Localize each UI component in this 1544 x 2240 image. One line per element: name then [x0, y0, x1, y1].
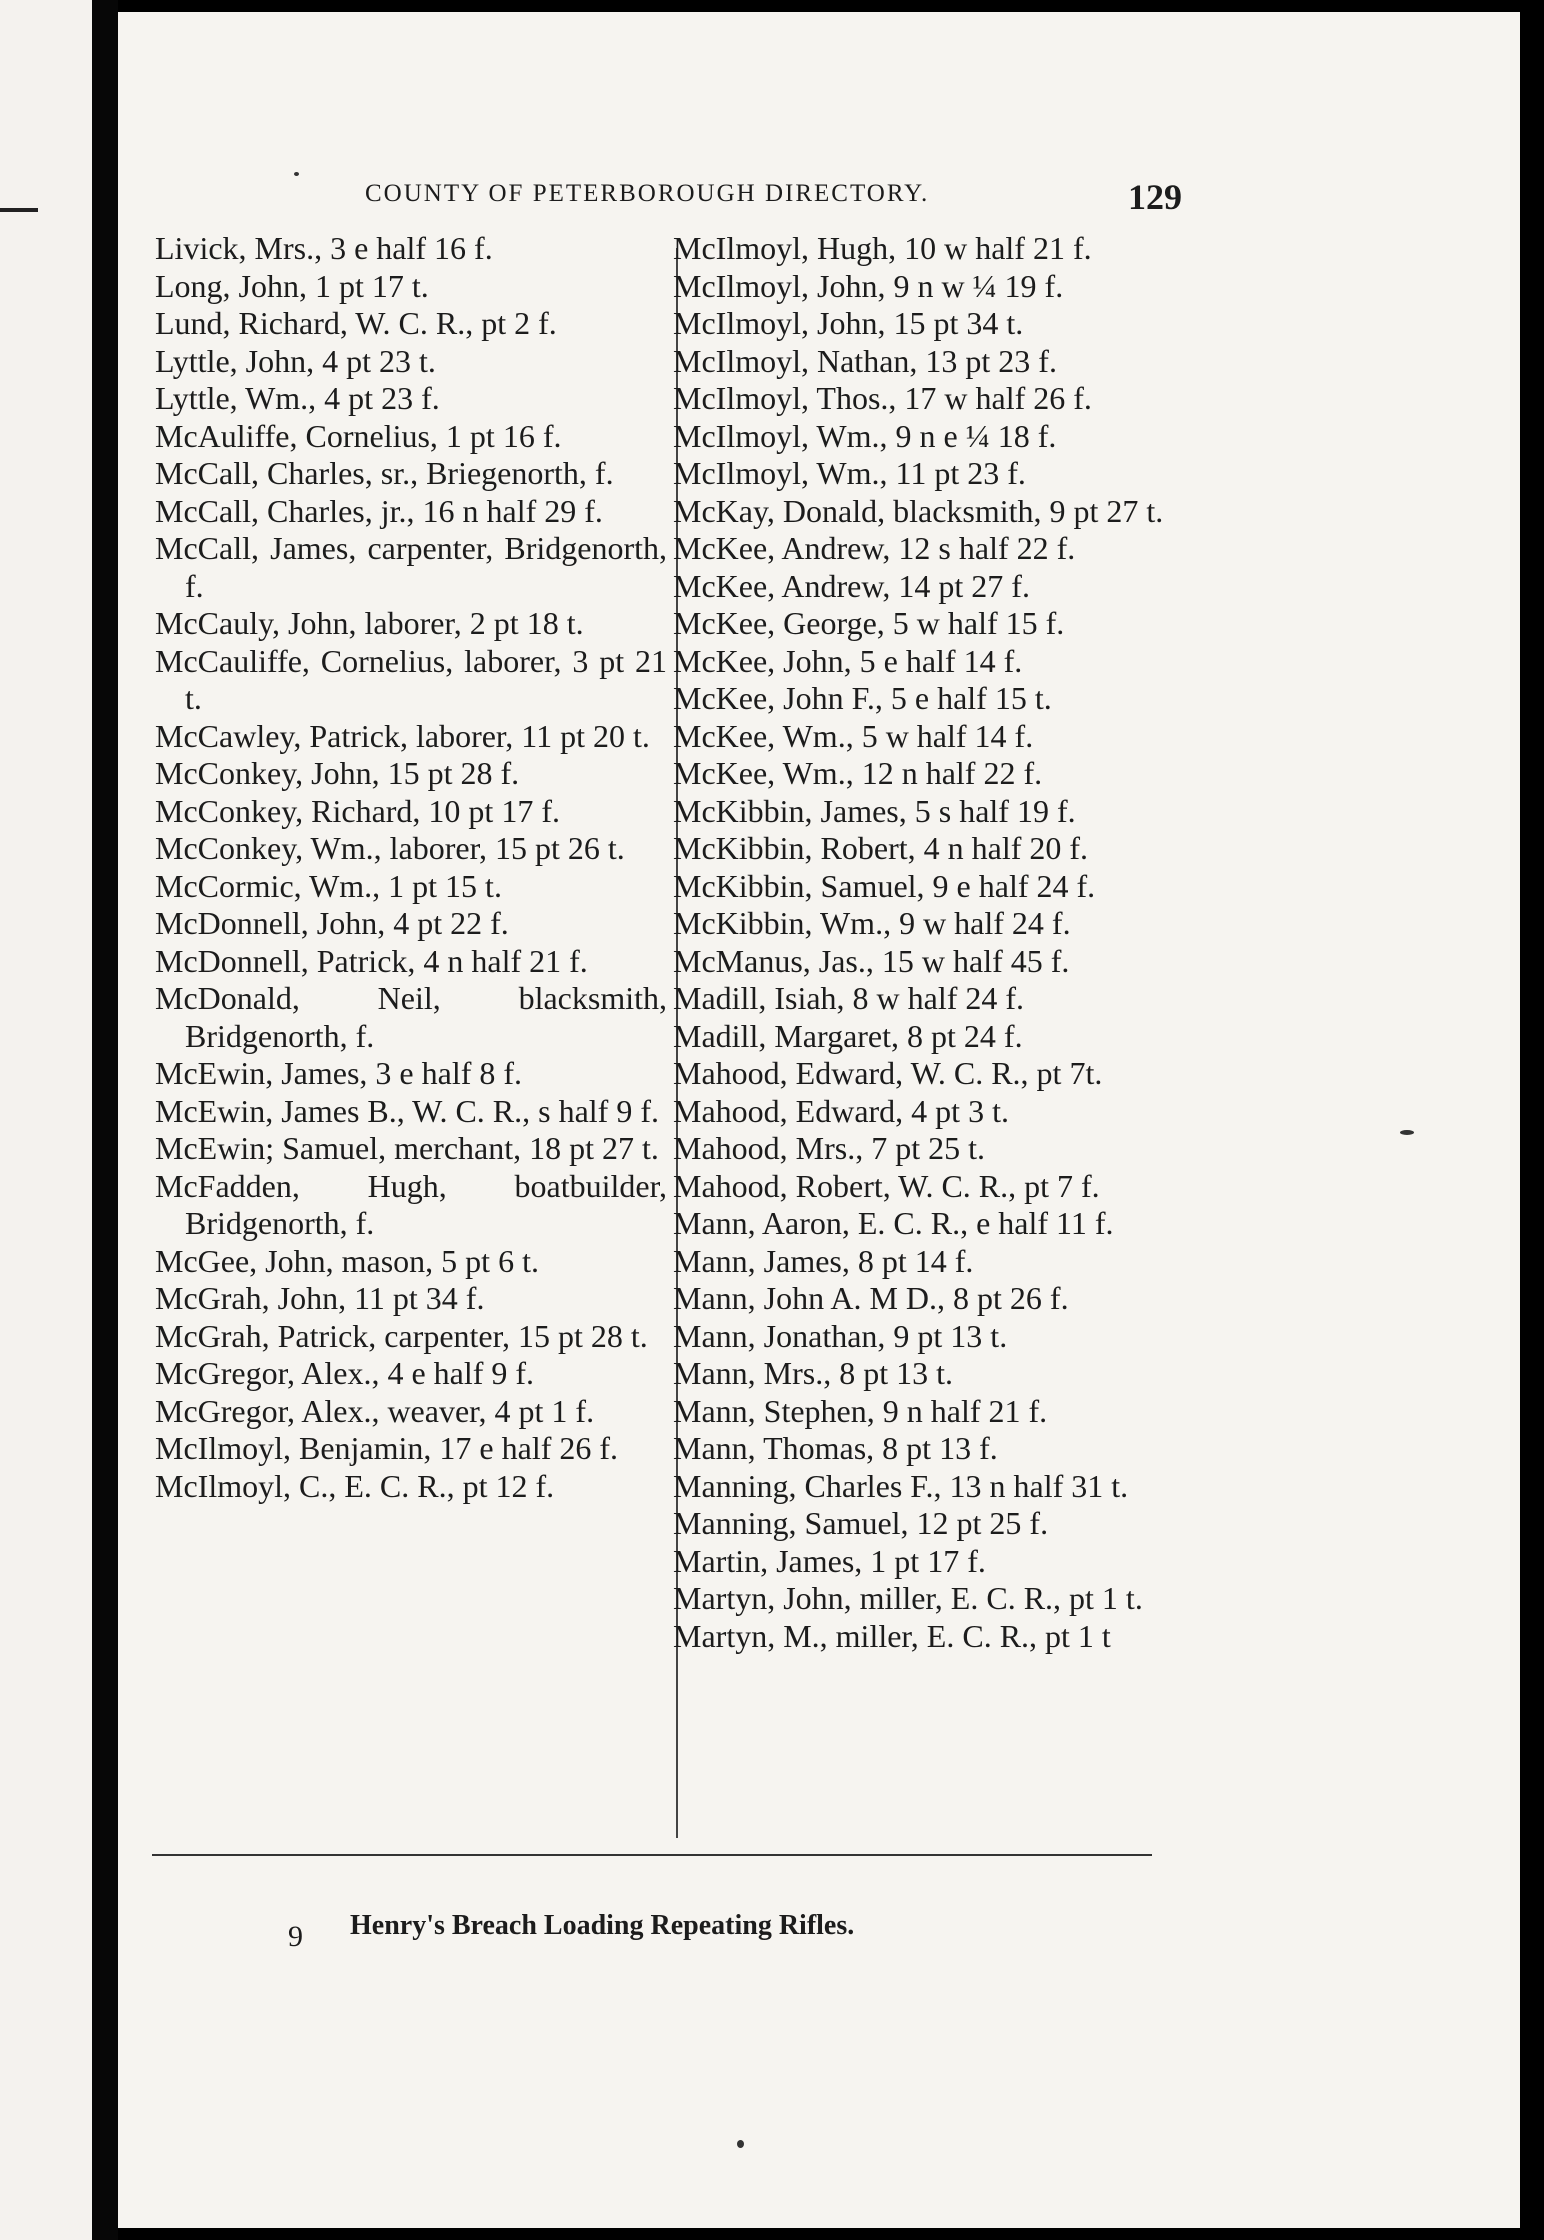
directory-entry: McConkey, John, 15 pt 28 f. — [155, 755, 520, 791]
directory-entry: McKibbin, Samuel, 9 e half 24 f. — [673, 867, 1096, 904]
directory-entry: McGrah, Patrick, carpenter, 15 pt 28 t. — [155, 1317, 648, 1354]
directory-entry: McKee, Wm., 5 w half 14 f. — [673, 717, 1034, 754]
right-column — [673, 230, 1303, 1655]
directory-entry: McKay, Donald, blacksmith, 9 pt 27 t. — [673, 492, 1164, 529]
directory-entry: Mahood, Edward, W. C. R., pt 7t. — [673, 1055, 1103, 1091]
directory-entry: Mann, Jonathan, 9 pt 13 t. — [673, 1317, 1008, 1354]
directory-entry: McIlmoyl, Wm., 11 pt 23 f. — [673, 455, 1026, 491]
directory-entry: McManus, Jas., 15 w half 45 f. — [673, 942, 1070, 979]
directory-entry: McEwin, James B., W. C. R., s half 9 f. — [155, 1092, 659, 1129]
directory-entry: McAuliffe, Cornelius, 1 pt 16 f. — [155, 417, 562, 454]
directory-entry: Mann, James, 8 pt 14 f. — [673, 1242, 974, 1279]
print-speck — [294, 172, 299, 176]
directory-entry: McKibbin, Wm., 9 w half 24 f. — [673, 905, 1071, 941]
directory-entry: McConkey, Richard, 10 pt 17 f. — [155, 792, 560, 829]
directory-entry: Martyn, M., miller, E. C. R., pt 1 t — [673, 1617, 1111, 1654]
book-gutter — [92, 0, 118, 2240]
directory-entry: McCormic, Wm., 1 pt 15 t. — [155, 867, 502, 904]
directory-entry: McFadden, Hugh, boatbuilder, Bridgenorth, f. — [155, 1167, 667, 1241]
directory-entry: Martin, James, 1 pt 17 f. — [673, 1542, 986, 1579]
page-header: COUNTY OF PETERBOROUGH DIRECTORY. — [365, 180, 930, 207]
directory-entry: Madill, Margaret, 8 pt 24 f. — [673, 1017, 1023, 1054]
signature-mark: 9 — [288, 1920, 303, 1953]
directory-entry: Mann, Aaron, E. C. R., e half 11 f. — [673, 1205, 1114, 1241]
directory-entry: Martyn, John, miller, E. C. R., pt 1 t. — [673, 1580, 1143, 1616]
directory-entry: McKee, Andrew, 12 s half 22 f. — [673, 530, 1076, 566]
directory-entry: McIlmoyl, John, 15 pt 34 t. — [673, 305, 1024, 341]
directory-entry: McGrah, John, 11 pt 34 f. — [155, 1280, 485, 1316]
directory-entry: McGee, John, mason, 5 pt 6 t. — [155, 1242, 539, 1279]
directory-entry: Mahood, Robert, W. C. R., pt 7 f. — [673, 1167, 1100, 1204]
directory-entry: Madill, Isiah, 8 w half 24 f. — [673, 980, 1025, 1016]
directory-entry: McCall, James, carpenter, Bridgenorth, f. — [155, 530, 667, 604]
directory-entry: Lyttle, John, 4 pt 23 t. — [155, 342, 436, 379]
facing-page-edge — [0, 0, 92, 2240]
directory-entry: Mann, Thomas, 8 pt 13 f. — [673, 1430, 998, 1466]
directory-entry: McKee, Andrew, 14 pt 27 f. — [673, 567, 1030, 604]
directory-entry: McEwin, James, 3 e half 8 f. — [155, 1055, 523, 1091]
directory-entry: Lund, Richard, W. C. R., pt 2 f. — [155, 305, 557, 341]
directory-entry: McKee, George, 5 w half 15 f. — [673, 605, 1065, 641]
directory-entry: McIlmoyl, Benjamin, 17 e half 26 f. — [155, 1430, 619, 1466]
directory-entry: McCawley, Patrick, laborer, 11 pt 20 t. — [155, 717, 650, 754]
directory-entry: McDonald, Neil, blacksmith, Bridgenorth, f. — [155, 980, 667, 1054]
directory-entry: Mahood, Edward, 4 pt 3 t. — [673, 1092, 1009, 1129]
directory-entry: McIlmoyl, Wm., 9 n e ¼ 18 f. — [673, 417, 1057, 454]
directory-entry: Mahood, Mrs., 7 pt 25 t. — [673, 1130, 985, 1166]
directory-entry: Manning, Charles F., 13 n half 31 t. — [673, 1467, 1129, 1504]
directory-entry: Lyttle, Wm., 4 pt 23 f. — [155, 380, 440, 416]
directory-entry: McDonnell, Patrick, 4 n half 21 f. — [155, 942, 588, 979]
footer-advertisement: Henry's Breach Loading Repeating Rifles. — [350, 1910, 855, 1941]
directory-entry: McGregor, Alex., weaver, 4 pt 1 f. — [155, 1392, 595, 1429]
directory-entry: McCauly, John, laborer, 2 pt 18 t. — [155, 605, 584, 641]
footer-rule — [152, 1854, 1152, 1856]
print-speck — [737, 2140, 744, 2148]
directory-entry: Mann, John A. M D., 8 pt 26 f. — [673, 1280, 1069, 1316]
directory-entry: McCall, Charles, sr., Briegenorth, f. — [155, 455, 614, 491]
directory-entry: McIlmoyl, Hugh, 10 w half 21 f. — [673, 230, 1092, 266]
directory-entry: McKee, John, 5 e half 14 f. — [673, 642, 1023, 679]
directory-entry: McKibbin, Robert, 4 n half 20 f. — [673, 830, 1089, 866]
directory-entry: McDonnell, John, 4 pt 22 f. — [155, 905, 509, 941]
directory-entry: McKee, Wm., 12 n half 22 f. — [673, 755, 1043, 791]
directory-entry: Mann, Stephen, 9 n half 21 f. — [673, 1392, 1048, 1429]
directory-entry: Long, John, 1 pt 17 t. — [155, 267, 429, 304]
directory-entry: McCauliffe, Cornelius, laborer, 3 pt 21 t. — [155, 642, 667, 716]
directory-entry: McKibbin, James, 5 s half 19 f. — [673, 792, 1076, 829]
directory-entry: McIlmoyl, John, 9 n w ¼ 19 f. — [673, 267, 1064, 304]
directory-entry: McConkey, Wm., laborer, 15 pt 26 t. — [155, 830, 625, 866]
directory-entry: Manning, Samuel, 12 pt 25 f. — [673, 1505, 1049, 1541]
directory-entry: Mann, Mrs., 8 pt 13 t. — [673, 1355, 953, 1391]
directory-entry: McIlmoyl, Thos., 17 w half 26 f. — [673, 380, 1092, 416]
directory-entry: Livick, Mrs., 3 e half 16 f. — [155, 230, 493, 266]
directory-entry: McCall, Charles, jr., 16 n half 29 f. — [155, 492, 603, 529]
directory-entry: McGregor, Alex., 4 e half 9 f. — [155, 1355, 535, 1391]
directory-entry: McEwin; Samuel, merchant, 18 pt 27 t. — [155, 1130, 659, 1166]
directory-entry: McIlmoyl, Nathan, 13 pt 23 f. — [673, 342, 1057, 379]
directory-entry: McKee, John F., 5 e half 15 t. — [673, 680, 1052, 716]
directory-entry: McIlmoyl, C., E. C. R., pt 12 f. — [155, 1467, 555, 1504]
page-number: 129 — [1128, 177, 1182, 217]
facing-page-mark — [0, 208, 38, 212]
print-speck — [1400, 1130, 1414, 1135]
